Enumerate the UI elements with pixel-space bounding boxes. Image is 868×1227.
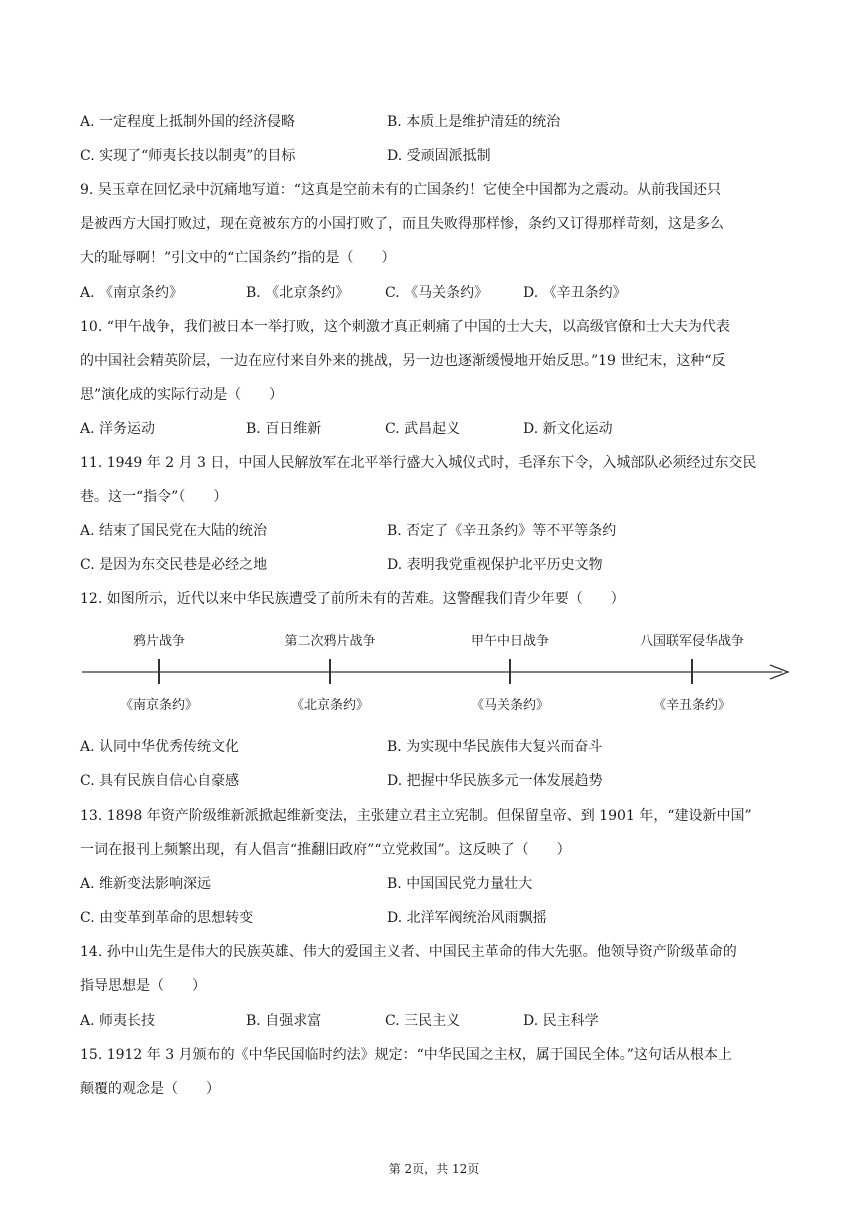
q13-option-a: A. 维新变法影响深远 xyxy=(80,876,212,892)
q10-stem-line1: 10. “甲午战争，我们被日本一举打败，这个刺激才真正刺痛了中国的士大夫，以高级官僚和士大夫为代表 xyxy=(80,319,730,335)
q13-stem-line1: 13. 1898 年资产阶级维新派掀起维新变法，主张建立君主立宪制。但保留皇帝、到 1901 年，“建设新中国” xyxy=(80,808,752,824)
timeline-event-opium-war: 鸦片战争 xyxy=(132,634,186,649)
q10-option-a: A. 洋务运动 xyxy=(80,421,156,437)
q11-option-c: C. 是因为东交民巷是必经之地 xyxy=(80,557,268,573)
q9-stem-line2: 是被西方大国打败过，现在竟被东方的小国打败了，而且失败得那样惨，条约又订得那样苛刻，这是多么 xyxy=(80,216,724,232)
q14-option-d: D. 民主科学 xyxy=(523,1013,599,1029)
q9-option-a: A. 《南京条约》 xyxy=(80,285,184,301)
q12-option-a: A. 认同中华优秀传统文化 xyxy=(80,739,240,755)
q11-option-d: D. 表明我党重视保护北平历史文物 xyxy=(387,557,603,573)
timeline-treaty-boxer: 《辛丑条约》 xyxy=(652,698,732,713)
q13-option-d: D. 北洋军阀统治风雨飘摇 xyxy=(387,910,547,926)
timeline-treaty-beijing: 《北京条约》 xyxy=(290,698,370,713)
q8-option-a: A. 一定程度上抵制外国的经济侵略 xyxy=(80,114,296,130)
q9-option-d: D. 《辛丑条约》 xyxy=(523,285,627,301)
q11-stem-line1: 11. 1949 年 2 月 3 日，中国人民解放军在北平举行盛大入城仪式时，毛泽东下令，入城部队必须经过东交民 xyxy=(80,455,757,471)
q8-option-c: C. 实现了“师夷长技以制夷”的目标 xyxy=(80,148,296,164)
q12-stem-line1: 12. 如图所示，近代以来中华民族遭受了前所未有的苦难。这警醒我们青少年要（ ） xyxy=(80,591,625,607)
timeline-treaty-shimonoseki: 《马关条约》 xyxy=(470,698,550,713)
timeline-event-eight-nation-war: 八国联军侵华战争 xyxy=(639,634,745,649)
q8-option-b: B. 本质上是维护清廷的统治 xyxy=(387,114,561,130)
history-timeline xyxy=(80,622,792,722)
q14-option-a: A. 师夷长技 xyxy=(80,1013,156,1029)
q10-stem-line3: 思”演化成的实际行动是（ ） xyxy=(80,387,284,403)
q10-option-d: D. 新文化运动 xyxy=(523,421,613,437)
q9-stem-line3: 大的耻辱啊！”引文中的“亡国条约”指的是（ ） xyxy=(80,250,396,266)
q14-stem-line2: 指导思想是（ ） xyxy=(80,978,206,994)
timeline-event-sino-japanese-war: 甲午中日战争 xyxy=(470,634,550,649)
q14-option-b: B. 自强求富 xyxy=(246,1013,322,1029)
q13-option-b: B. 中国国民党力量壮大 xyxy=(387,876,533,892)
q15-stem-line1: 15. 1912 年 3 月颁布的《中华民国临时约法》规定：“中华民国之主权，属于国民全体。”这句话从根本上 xyxy=(80,1047,732,1063)
q14-option-c: C. 三民主义 xyxy=(385,1013,461,1029)
q12-option-c: C. 具有民族自信心自豪感 xyxy=(80,773,240,789)
q10-stem-line2: 的中国社会精英阶层，一边在应付来自外来的挑战，另一边也逐渐缓慢地开始反思。”19 世纪末，这种“反 xyxy=(80,353,726,369)
timeline-treaty-nanjing: 《南京条约》 xyxy=(119,698,199,713)
q12-option-b: B. 为实现中华民族伟大复兴而奋斗 xyxy=(387,739,603,755)
q8-option-d: D. 受顽固派抵制 xyxy=(387,148,491,164)
q14-stem-line1: 14. 孙中山先生是伟大的民族英雄、伟大的爱国主义者、中国民主革命的伟大先驱。他领导资产阶级革命的 xyxy=(80,944,737,960)
q15-stem-line2: 颠覆的观念是（ ） xyxy=(80,1081,220,1097)
q9-option-b: B. 《北京条约》 xyxy=(246,285,350,301)
q11-option-b: B. 否定了《辛丑条约》等不平等条约 xyxy=(387,523,617,539)
q10-option-c: C. 武昌起义 xyxy=(385,421,461,437)
timeline-event-second-opium-war: 第二次鸦片战争 xyxy=(284,634,376,649)
page-footer: 第 2页，共 12页 xyxy=(388,1162,480,1176)
q11-option-a: A. 结束了国民党在大陆的统治 xyxy=(80,523,268,539)
q11-stem-line2: 巷。这一“指令”（ ） xyxy=(80,489,228,505)
q10-option-b: B. 百日维新 xyxy=(246,421,322,437)
q9-stem-line1: 9. 吴玉章在回忆录中沉痛地写道：“这真是空前未有的亡国条约！它使全中国都为之震动。从前我国还只 xyxy=(80,182,721,198)
q13-option-c: C. 由变革到革命的思想转变 xyxy=(80,910,254,926)
q9-option-c: C. 《马关条约》 xyxy=(385,285,489,301)
q13-stem-line2: 一词在报刊上频繁出现，有人倡言“推翻旧政府”“立党救国”。这反映了（ ） xyxy=(80,842,571,858)
q12-option-d: D. 把握中华民族多元一体发展趋势 xyxy=(387,773,603,789)
